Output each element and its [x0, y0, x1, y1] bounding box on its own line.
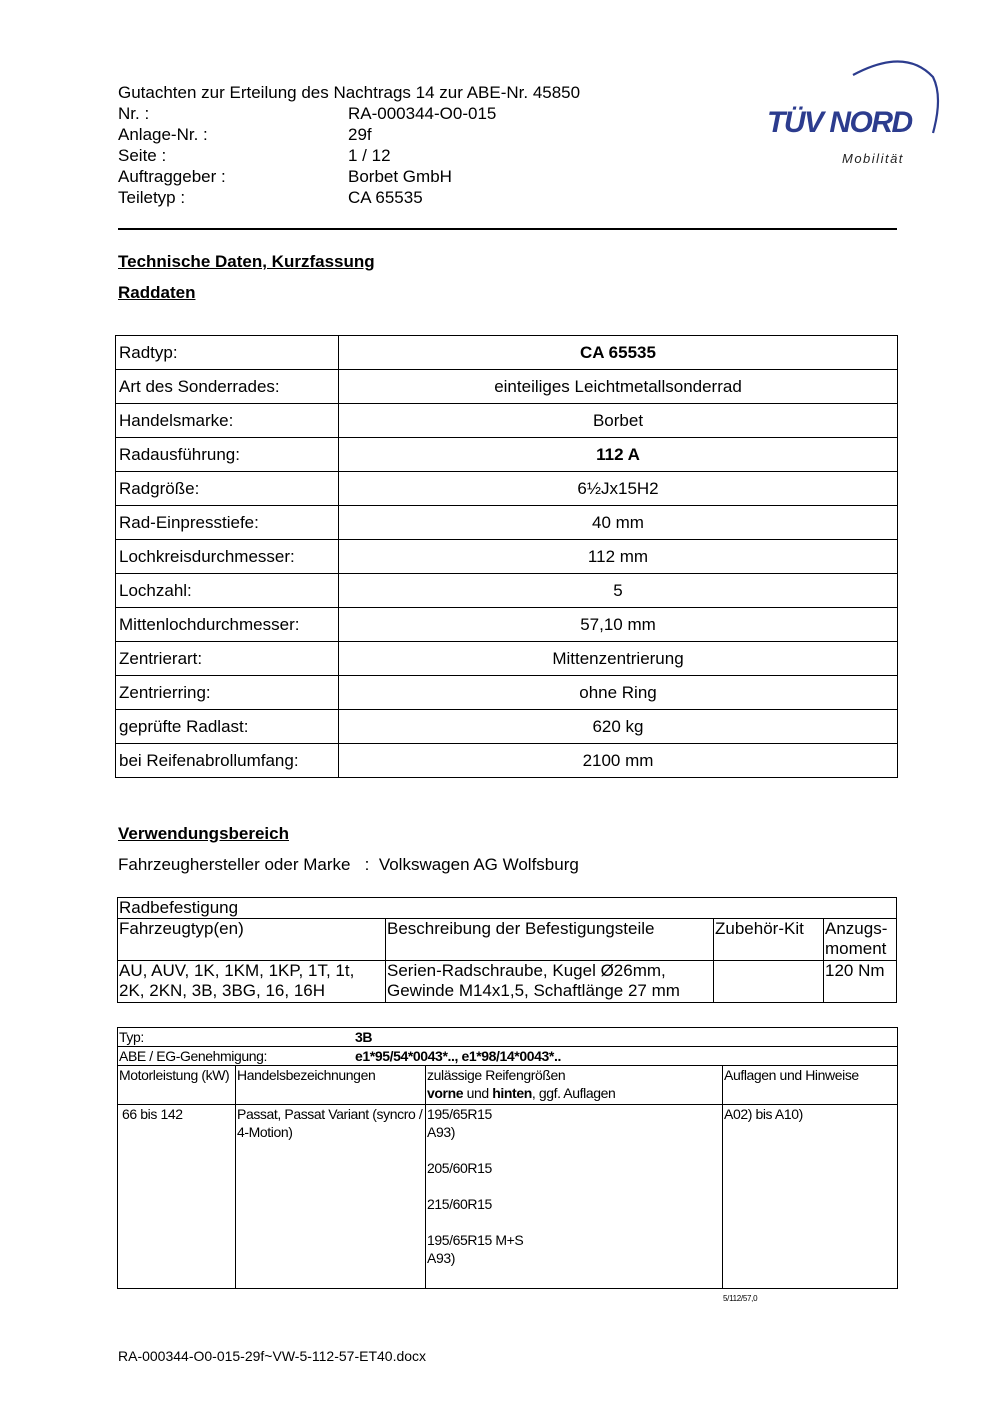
typ-handel-value: Passat, Passat Variant (syncro / 4-Motion): [236, 1105, 426, 1289]
fahrzeughersteller-value: Volkswagen AG Wolfsburg: [378, 855, 579, 874]
abe-label: ABE / EG-Genehmigung:: [119, 1048, 268, 1064]
raddaten-row: [116, 676, 898, 710]
header-value-anlage: 29f: [348, 125, 372, 144]
raddaten-value: 2100 mm: [339, 744, 898, 778]
typ-header-vorne: vorne: [427, 1085, 464, 1101]
befest-header-beschreibung: Beschreibung der Befestigungsteile: [386, 919, 714, 961]
fahrzeughersteller-separator: :: [364, 855, 370, 874]
abe-value: e1*95/54*0043*.., e1*98/14*0043*..: [355, 1048, 561, 1064]
header-value-seite: 1 / 12: [348, 146, 391, 165]
raddaten-row: [116, 574, 898, 608]
raddaten-row: [116, 744, 898, 778]
raddaten-value: einteiliges Leichtmetallsonderrad: [339, 370, 898, 404]
raddaten-row: [116, 404, 898, 438]
section-verwendungsbereich: Verwendungsbereich: [118, 824, 289, 843]
raddaten-table: [115, 335, 898, 778]
typ-reifen-list: 195/65R15 A93) 205/60R15 215/60R15 195/65R15 M+S A93): [426, 1105, 723, 1289]
raddaten-value: CA 65535: [339, 336, 898, 370]
raddaten-label: Radgröße:: [116, 472, 339, 506]
logo-brand: TÜV NORD: [767, 106, 912, 139]
header-value-teiletyp: CA 65535: [348, 188, 423, 207]
radbefestigung-title: Radbefestigung: [118, 898, 897, 919]
raddaten-value: Borbet: [339, 404, 898, 438]
header-label-seite: Seite :: [118, 146, 167, 165]
typ-header-hinten: hinten: [492, 1085, 532, 1101]
abe-row: [118, 1047, 898, 1066]
raddaten-label: Art des Sonderrades:: [116, 370, 339, 404]
befest-header-zubehoer: Zubehör-Kit: [714, 919, 824, 961]
raddaten-value: 57,10 mm: [339, 608, 898, 642]
raddaten-row: [116, 438, 898, 472]
raddaten-value: 40 mm: [339, 506, 898, 540]
raddaten-label: bei Reifenabrollumfang:: [116, 744, 339, 778]
raddaten-label: Mittenlochdurchmesser:: [116, 608, 339, 642]
typ-header-reifen-rest: , ggf. Auflagen: [531, 1085, 616, 1101]
typ-motor-value: 66 bis 142: [118, 1105, 236, 1289]
small-code: 5/112/57,0: [723, 1294, 758, 1303]
befest-zubehoer: [714, 961, 824, 1003]
header-label-auftraggeber: Auftraggeber :: [118, 167, 226, 186]
raddaten-label: Handelsmarke:: [116, 404, 339, 438]
header-value-auftraggeber: Borbet GmbH: [348, 167, 452, 186]
typ-header-reifen: [426, 1066, 723, 1105]
typ-table: [117, 1027, 898, 1289]
raddaten-label: Zentrierart:: [116, 642, 339, 676]
befest-fahrzeugtypen: AU, AUV, 1K, 1KM, 1KP, 1T, 1t, 2K, 2KN, 3B, 3BG, 16, 16H: [118, 961, 386, 1003]
raddaten-value: 620 kg: [339, 710, 898, 744]
raddaten-label: Lochzahl:: [116, 574, 339, 608]
raddaten-label: Radausführung:: [116, 438, 339, 472]
header-label-nr: Nr. :: [118, 104, 150, 123]
raddaten-label: Rad-Einpresstiefe:: [116, 506, 339, 540]
header-label-teiletyp: Teiletyp :: [118, 188, 186, 207]
raddaten-row: [116, 370, 898, 404]
raddaten-value: 6½Jx15H2: [339, 472, 898, 506]
report-title: Gutachten zur Erteilung des Nachtrags 14 zur ABE-Nr. 45850: [118, 83, 581, 102]
raddaten-row: [116, 506, 898, 540]
typ-header-motor: Motorleistung (kW): [118, 1066, 236, 1105]
raddaten-row: [116, 608, 898, 642]
typ-header-auflagen: Auflagen und Hinweise: [723, 1066, 898, 1105]
raddaten-label: Radtyp:: [116, 336, 339, 370]
fahrzeughersteller-label: Fahrzeughersteller oder Marke: [118, 855, 351, 874]
typ-label: Typ:: [119, 1029, 144, 1045]
header-separator: [118, 228, 897, 230]
fahrzeughersteller-line: [118, 855, 579, 875]
header-label-anlage: Anlage-Nr. :: [118, 125, 208, 144]
raddaten-value: 5: [339, 574, 898, 608]
raddaten-value: 112 mm: [339, 540, 898, 574]
logo-subtitle: Mobilität: [842, 151, 904, 166]
radbefestigung-table: [117, 897, 897, 1003]
footer-filename: RA-000344-O0-015-29f~VW-5-112-57-ET40.docx: [118, 1348, 427, 1364]
raddaten-row: [116, 540, 898, 574]
befest-moment: 120 Nm: [824, 961, 897, 1003]
raddaten-row: [116, 710, 898, 744]
section-raddaten: Raddaten: [118, 283, 196, 302]
raddaten-row: [116, 472, 898, 506]
typ-value: 3B: [355, 1029, 373, 1045]
typ-header-reifen-line1: zulässige Reifengrößen: [427, 1067, 566, 1083]
typ-header-und: und: [463, 1085, 493, 1101]
befest-header-moment: Anzugs-moment: [824, 919, 897, 961]
raddaten-value: 112 A: [339, 438, 898, 472]
raddaten-label: Zentrierring:: [116, 676, 339, 710]
raddaten-row: [116, 336, 898, 370]
raddaten-value: ohne Ring: [339, 676, 898, 710]
befest-header-fahrzeugtyp: Fahrzeugtyp(en): [118, 919, 386, 961]
header-value-nr: RA-000344-O0-015: [348, 104, 497, 123]
raddaten-label: geprüfte Radlast:: [116, 710, 339, 744]
typ-auflagen-value: A02) bis A10): [723, 1105, 898, 1289]
section-technische-daten: Technische Daten, Kurzfassung: [118, 252, 375, 271]
raddaten-label: Lochkreisdurchmesser:: [116, 540, 339, 574]
raddaten-row: [116, 642, 898, 676]
typ-header-handel: Handelsbezeichnungen: [236, 1066, 426, 1105]
befest-beschreibung: Serien-Radschraube, Kugel Ø26mm, Gewinde M14x1,5, Schaftlänge 27 mm: [386, 961, 714, 1003]
raddaten-value: Mittenzentrierung: [339, 642, 898, 676]
typ-row: [118, 1028, 898, 1047]
